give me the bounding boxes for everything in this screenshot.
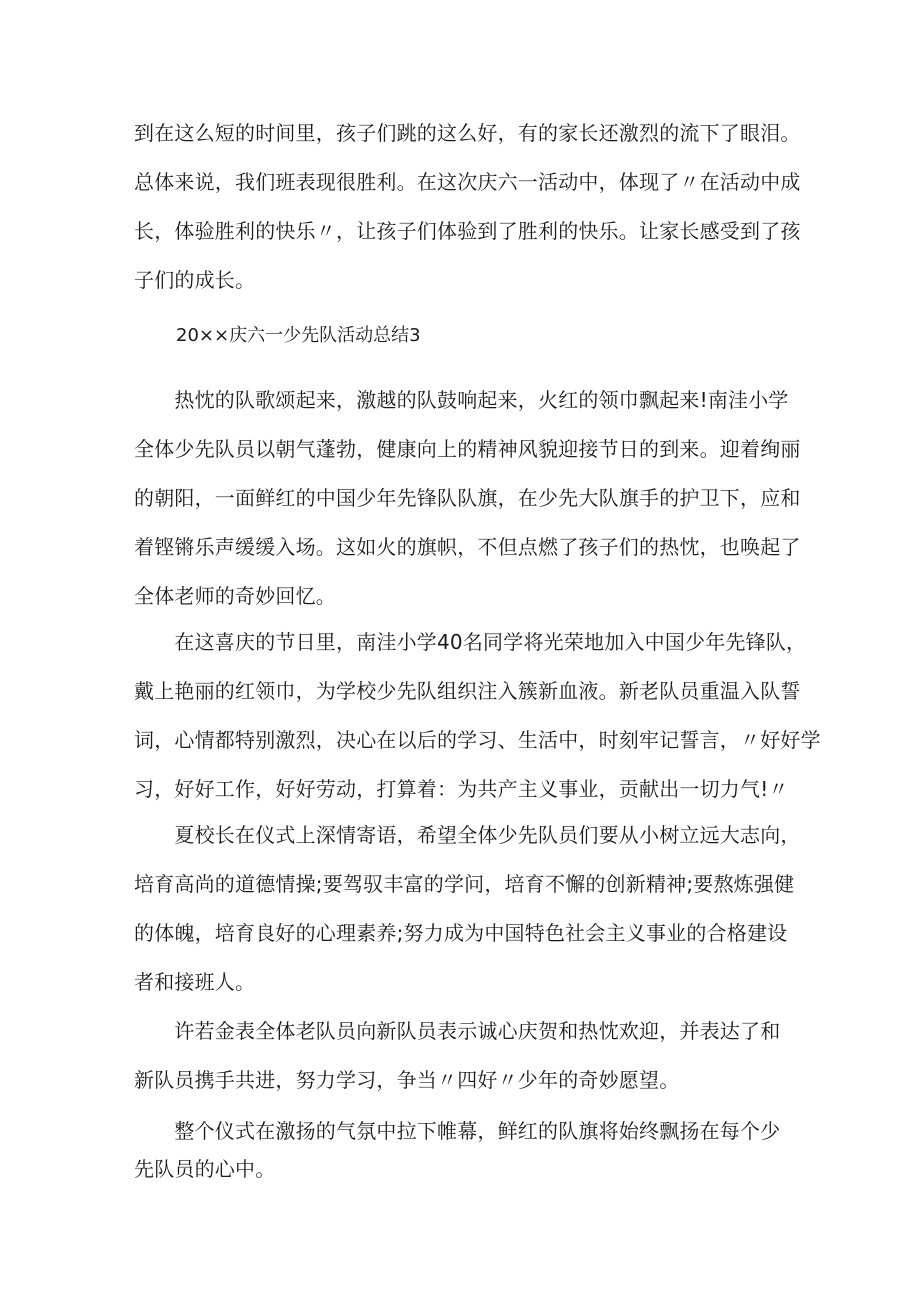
text-line: 新队员携手共进，努力学习，争当〃四好〃少年的奇妙愿望。: [134, 1068, 680, 1092]
paragraph-3: [134, 811, 801, 1007]
section-heading: 20××庆六一少先队活动总结3: [176, 325, 421, 346]
text-line: 全体少先队员以朝气蓬勃，健康向上的精神风貌迎接节日的到来。迎着绚丽: [134, 437, 801, 461]
text-line: 总体来说，我们班表现很胜利。在这次庆六一活动中，体现了〃在活动中成: [134, 170, 801, 194]
text-line: 子们的成长。: [134, 268, 256, 292]
text-line: 长，体验胜利的快乐〃，让孩子们体验到了胜利的快乐。让家长感受到了孩: [134, 219, 801, 243]
paragraph-2: [134, 618, 821, 814]
intro-paragraph: [134, 109, 801, 305]
paragraph-5: [134, 1112, 788, 1188]
text-line: 词，心情都特别激烈，决心在以后的学习、生活中，时刻牢记誓言，〃好好学: [134, 728, 821, 752]
text-line: 在这喜庆的节日里，南洼小学40名同学将光荣地加入中国少年先锋队，: [134, 630, 807, 654]
text-line: 热忱的队歌颂起来，激越的队鼓响起来，火红的领巾飘起来!南洼小学: [134, 388, 789, 412]
text-line: 先队员的心中。: [134, 1157, 276, 1181]
text-line: 培育高尚的道德情操;要驾驭丰富的学问，培育不懈的创新精神;要熬炼强健: [134, 872, 795, 896]
text-line: 夏校长在仪式上深情寄语，希望全体少先队员们要从小树立远大志向，: [134, 823, 801, 847]
text-line: 整个仪式在激扬的气氛中拉下帷幕，鲜红的队旗将始终飘扬在每个少: [134, 1119, 781, 1143]
paragraph-1: [134, 376, 801, 621]
text-line: 全体老师的奇妙回忆。: [134, 584, 336, 608]
text-line: 到在这么短的时间里，孩子们跳的这么好，有的家长还激烈的流下了眼泪。: [134, 121, 801, 145]
text-line: 许若金表全体老队员向新队员表示诚心庆贺和热忱欢迎，并表达了和: [134, 1019, 781, 1043]
text-line: 的朝阳，一面鲜红的中国少年先锋队队旗，在少先大队旗手的护卫下，应和: [134, 486, 801, 510]
text-line: 着铿锵乐声缓缓入场。这如火的旗帜，不但点燃了孩子们的热忱，也唤起了: [134, 535, 801, 559]
text-line: 戴上艳丽的红领巾，为学校少先队组织注入簇新血液。新老队员重温入队誓: [134, 679, 801, 703]
text-line: 的体魄，培育良好的心理素养;努力成为中国特色社会主义事业的合格建设: [134, 921, 788, 945]
text-line: 者和接班人。: [134, 970, 256, 994]
paragraph-4: [134, 1007, 788, 1105]
text-line: 习，好好工作，好好劳动，打算着：为共产主义事业，贡献出一切力气!〃: [134, 777, 789, 801]
